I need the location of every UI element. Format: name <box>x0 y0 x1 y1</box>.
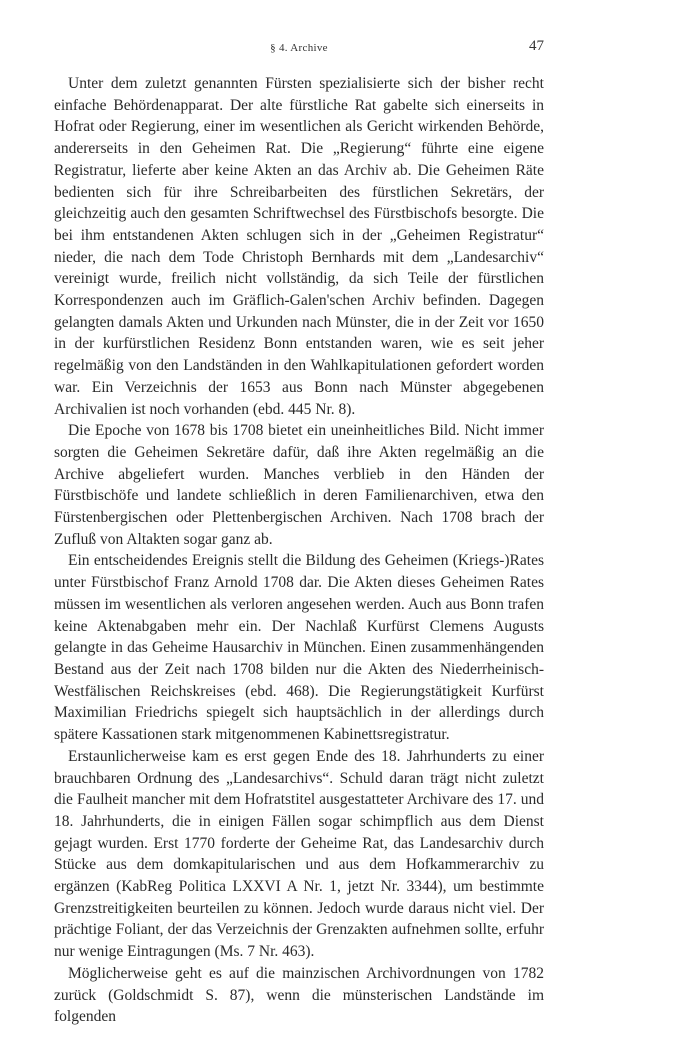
body-text <box>54 73 544 1028</box>
section-title: § 4. Archive <box>270 42 328 54</box>
paragraph: Erstaunlicherweise kam es erst gegen Ende des 18. Jahrhunderts zu einer brauchbaren Ordnung des „Landesarchivs“. Schuld daran trägt nicht zuletzt die Faulheit mancher mit dem Hofratstitel ausgestatteter Archivare des 17. und 18. Jahrhunderts, die in einigen Fällen sogar schimpflich aus dem Dienst gejagt wurden. Erst 1770 forderte der Geheime Rat, das Landesarchiv durch Stücke aus dem domkapitularischen und aus dem Hofkammerarchiv zu ergänzen (KabReg Politica LXXVI A Nr. 1, jetzt Nr. 3344), um bestimmte Grenzstreitigkeiten beurteilen zu können. Jedoch wurde daraus nicht viel. Der prächtige Foliant, der das Verzeichnis der Grenzakten aufnehmen sollte, erfuhr nur wenige Eintragungen (Ms. 7 Nr. 463). <box>54 747 544 961</box>
paragraph: Unter dem zuletzt genannten Fürsten spezialisierte sich der bisher recht einfache Behördenapparat. Der alte fürstliche Rat gabelte sich einerseits in Hofrat oder Regierung, einer im wesentlichen als Gericht wirkenden Behörde, andererseits in den Geheimen Rat. Die „Regierung“ führte eine eigene Registratur, lieferte aber keine Akten an das Archiv ab. Die Geheimen Räte bedienten sich für ihre Schreibarbeiten des fürstlichen Sekretärs, der gleichzeitig auch den gesamten Schriftwechsel des Fürstbischofs besorgte. Die bei ihm entstandenen Akten schlugen sich in der „Geheimen Registratur“ nieder, die nach dem Tode Christoph Bernhards mit dem „Landesarchiv“ vereinigt wurde, freilich nicht vollständig, da sich Teile der fürstlichen Korrespondenzen auch im Gräflich-Galen'schen Archiv befinden. Dagegen gelangten damals Akten und Urkunden nach Münster, die in der Zeit vor 1650 in der kurfürstlichen Residenz Bonn entstanden waren, wie es seit jeher regelmäßig von den Landständen in den Wahlkapitulationen gefordert worden war. Ein Verzeichnis der 1653 aus Bonn nach Münster abgegebenen Archivalien ist noch vorhanden (ebd. 445 Nr. 8). <box>54 75 544 418</box>
running-head <box>54 38 544 58</box>
paragraph: Die Epoche von 1678 bis 1708 bietet ein uneinheitliches Bild. Nicht immer sorgten die Geheimen Sekretäre dafür, daß ihre Akten regelmäßig an die Archive abgeliefert wurden. Manches verblieb in den Händen der Fürstbischöfe und landete schließlich in deren Familienarchiven, etwa den Fürstenbergischen oder Plettenbergischen Archiven. Nach 1708 brach der Zufluß von Altakten sogar ganz ab. <box>54 422 544 548</box>
paragraph: Ein entscheidendes Ereignis stellt die Bildung des Geheimen (Kriegs-)Rates unter Fürstbischof Franz Arnold 1708 dar. Die Akten dieses Geheimen Rates müssen im wesentlichen als verloren angesehen werden. Auch aus Bonn trafen keine Aktenabgaben mehr ein. Der Nachlaß Kurfürst Clemens Augusts gelangte in das Geheime Hausarchiv in München. Einen zusammenhängenden Bestand aus der Zeit nach 1708 bilden nur die Akten des Niederrheinisch-Westfälischen Reichskreises (ebd. 468). Die Regierungstätigkeit Kurfürst Maximilian Friedrichs spiegelt sich hauptsächlich in der allerdings durch spätere Kassationen stark mitgenommenen Kabinettsregistratur. <box>54 552 544 744</box>
page-number: 47 <box>529 38 544 54</box>
paragraph: Möglicherweise geht es auf die mainzischen Archivordnungen von 1782 zurück (Goldschmidt S. 87), wenn die münsterischen Landstände im folgenden <box>54 964 544 1026</box>
